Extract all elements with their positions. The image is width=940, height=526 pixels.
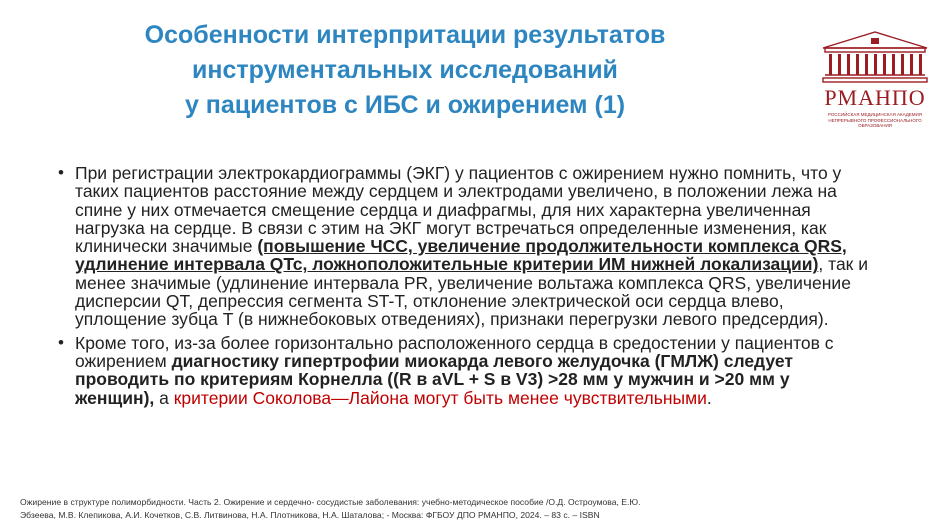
bullet2-cornell-criteria: диагностику гипертрофии миокарда левого желудочка (ГМЛЖ) следует проводить по критериям Корнелла ((R в aVL + S в V3) >28 мм у мужчин и >20 мм у женщин), — [75, 350, 793, 408]
title-line-3: у пациентов с ИБС и ожирением (1) — [184, 91, 626, 119]
logo-subtitle-line-1: РОССИЙСКАЯ МЕДИЦИНСКАЯ АКАДЕМИЯ — [827, 112, 923, 117]
reference-footer — [20, 496, 920, 522]
logo-subtitle — [816, 112, 934, 129]
bullet2-sokolow-lyon: критерии Соколова—Лайона могут быть менее чувствительными — [173, 387, 707, 408]
logo-name: РМАНПО — [824, 85, 926, 110]
academy-building-icon — [819, 28, 931, 84]
bullet-dot: • — [58, 332, 64, 352]
slide-title — [95, 18, 715, 123]
title-line-1: Особенности интерпритации результатов — [144, 21, 666, 49]
slide-body — [58, 164, 873, 412]
bullet2-connector: а — [154, 387, 174, 408]
title-line-2: инструментальных исследований — [192, 56, 618, 84]
footer-line-1: Ожирение в структуре полиморбидности. Часть 2. Ожирение и сердечно- сосудистые заболевания: учебно-методическое пособие /О.Д. Остроумова, Е.Ю. — [20, 497, 641, 507]
bullet1-less-significant: , так и менее значимые (удлинение интервала PR, увеличение вольтажа комплекса QRS, увеличение дисперсии QT, депрессия сегмента ST-T, отклонение электрической оси сердца влево, уплощение зубца T (в нижнебоковых отведениях), признаки перегрузки левого предсердия). — [75, 254, 868, 330]
bullet-dot: • — [58, 163, 64, 182]
bullet-ecg-changes — [58, 164, 873, 329]
bullet1-significant-changes: (повышение ЧСС, увеличение продолжительности комплекса QRS, удлинение интервала QTc, ложноположительные критерии ИМ нижней локализации) — [75, 236, 847, 275]
bullet2-period: . — [706, 387, 712, 408]
footer-line-2: Эбзеева, М.В. Клепикова, А.И. Кочетков, С.В. Литвинова, Н.А. Плотникова, Н.А. Шаталова; - Москва: ФГБОУ ДПО РМАНПО, 2024. – 83 с. – ISBN — [20, 510, 600, 520]
bullet-lvh-criteria — [58, 334, 873, 407]
bullet2-text: Кроме того, из-за более горизонтально расположенного сердца в средостении у пациентов с ожирением — [75, 332, 834, 371]
rmanpo-logo — [816, 28, 934, 128]
logo-subtitle-line-2: НЕПРЕРЫВНОГО ПРОФЕССИОНАЛЬНОГО ОБРАЗОВАНИЯ — [828, 117, 922, 128]
bullet1-text: При регистрации электрокардиограммы (ЭКГ) у пациентов с ожирением нужно помнить, что у таких пациентов расстояние между сердцем и электродами увеличено, в положении лежа на спине у них отмечается смещение сердца и диафрагмы, для них характерна увеличенная нагрузка на сердце. В связи с этим на ЭКГ могут встречаться определенные изменения, как клинически значимые — [75, 163, 842, 257]
